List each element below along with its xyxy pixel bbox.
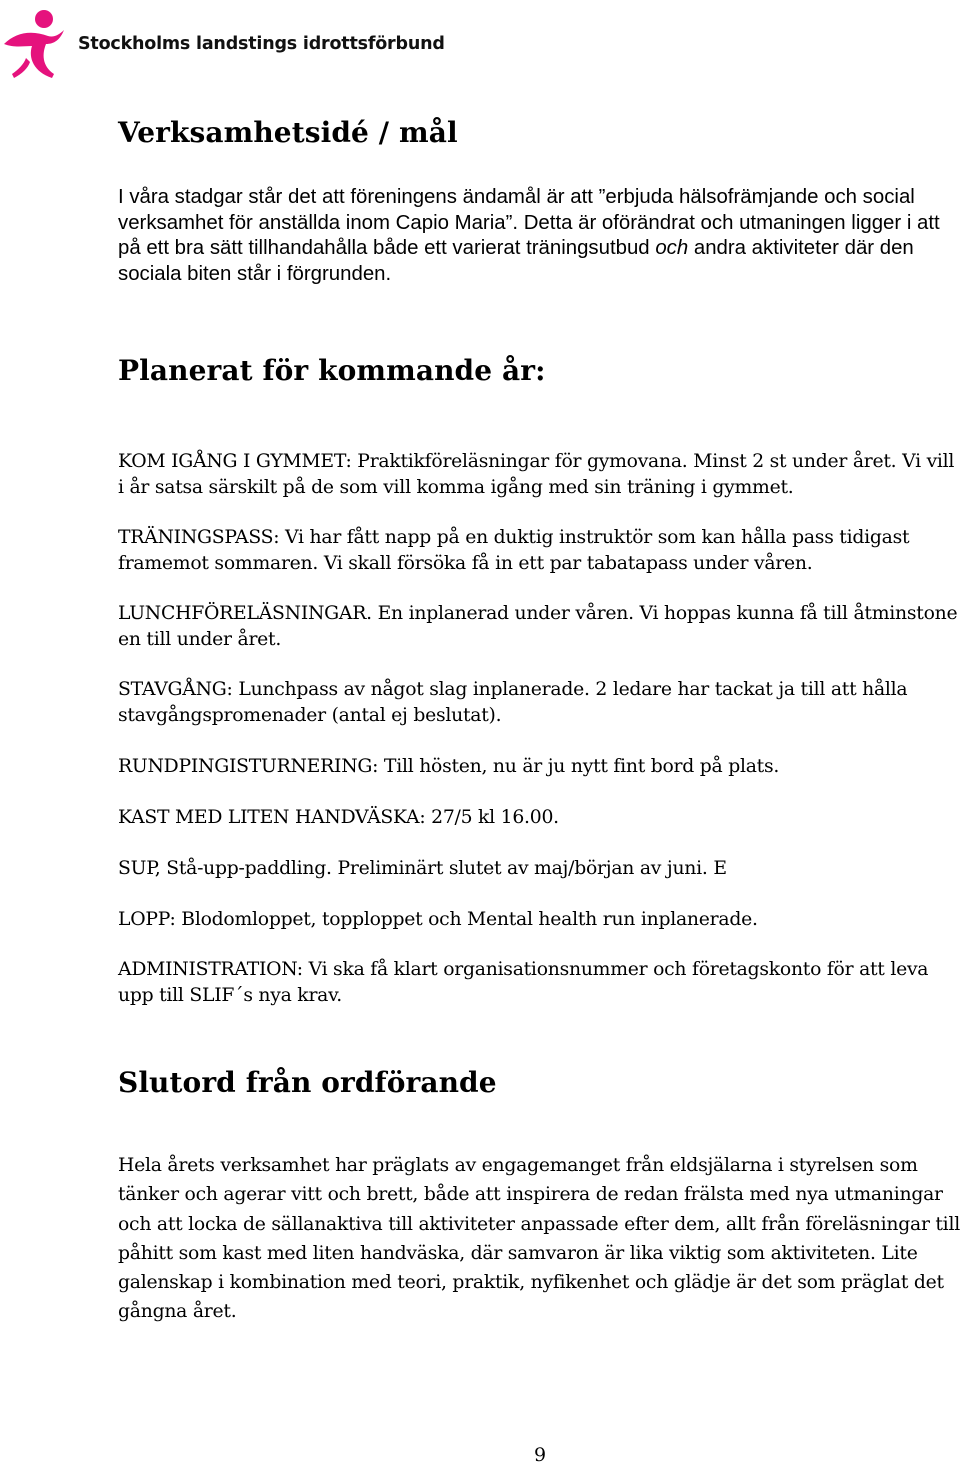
slif-logo-icon bbox=[2, 4, 66, 80]
section-paragraph-slutord: Hela årets verksamhet har präglats av engagemanget från eldsjälarna i styrelsen som tänker och agerar vitt och brett, både att inspirera de redan frälsta med nya utmaningar och att locka de sällanaktiva till aktiviteter anpassade efter dem, allt från föreläsningar till påhitt som kast med liten handväska, där samvaron är lika viktig som aktiviteten. Lite galenskap i kombination med teori, praktik, nyfikenhet och glädje är det som präglat det gångna året. bbox=[118, 1155, 960, 1323]
plan-item-gym: KOM IGÅNG I GYMMET: Praktikföreläsningar för gymovana. Minst 2 st under året. Vi vill i år satsa särskilt på de som vill komma igång med sin träning i gymmet. bbox=[118, 451, 955, 498]
italic-word: och bbox=[655, 237, 689, 259]
plan-item-stavgang: STAVGÅNG: Lunchpass av något slag inplanerade. 2 ledare har tackat ja till att hålla stavgångspromenader (antal ej beslutat). bbox=[118, 679, 908, 726]
plan-item-sup: SUP, Stå-upp-paddling. Preliminärt slutet av maj/början av juni. E bbox=[118, 858, 727, 879]
plan-item-traningspass: TRÄNINGSPASS: Vi har fått napp på en duktig instruktör som kan hålla pass tidigast framemot sommaren. Vi skall försöka få in ett par tabatapass under våren. bbox=[118, 527, 910, 574]
section-heading-slutord: Slutord från ordförande bbox=[118, 1066, 497, 1099]
plan-item-rundpingis: RUNDPINGISTURNERING: Till hösten, nu är ju nytt fint bord på plats. bbox=[118, 756, 780, 777]
page-header bbox=[0, 0, 960, 90]
plan-item-lopp: LOPP: Blodomloppet, topploppet och Mental health run inplanerade. bbox=[118, 909, 758, 930]
section-heading-verksamhetside: Verksamhetsidé / mål bbox=[118, 116, 458, 149]
page-number: 9 bbox=[533, 1444, 547, 1466]
plan-item-administration: ADMINISTRATION: Vi ska få klart organisationsnummer och företagskonto för att leva upp till SLIF´s nya krav. bbox=[118, 959, 929, 1006]
organization-name: Stockholms landstings idrottsförbund bbox=[78, 34, 445, 54]
section-heading-planerat: Planerat för kommande år: bbox=[118, 354, 546, 387]
plan-item-lunchforelasningar: LUNCHFÖRELÄSNINGAR. En inplanerad under våren. Vi hoppas kunna få till åtminstone en till under året. bbox=[118, 603, 958, 650]
plan-item-kast: KAST MED LITEN HANDVÄSKA: 27/5 kl 16.00. bbox=[118, 807, 559, 828]
section-paragraph-verksamhetside: I våra stadgar står det att föreningens ändamål är att ”erbjuda hälsofrämjande och social verksamhet för anställda inom Capio Maria”. Detta är oförändrat och utmaningen ligger i att på ett bra sätt tillhandahålla både ett varierat träningsutbud och andra aktiviteter där den sociala biten står i förgrunden. bbox=[118, 186, 940, 285]
